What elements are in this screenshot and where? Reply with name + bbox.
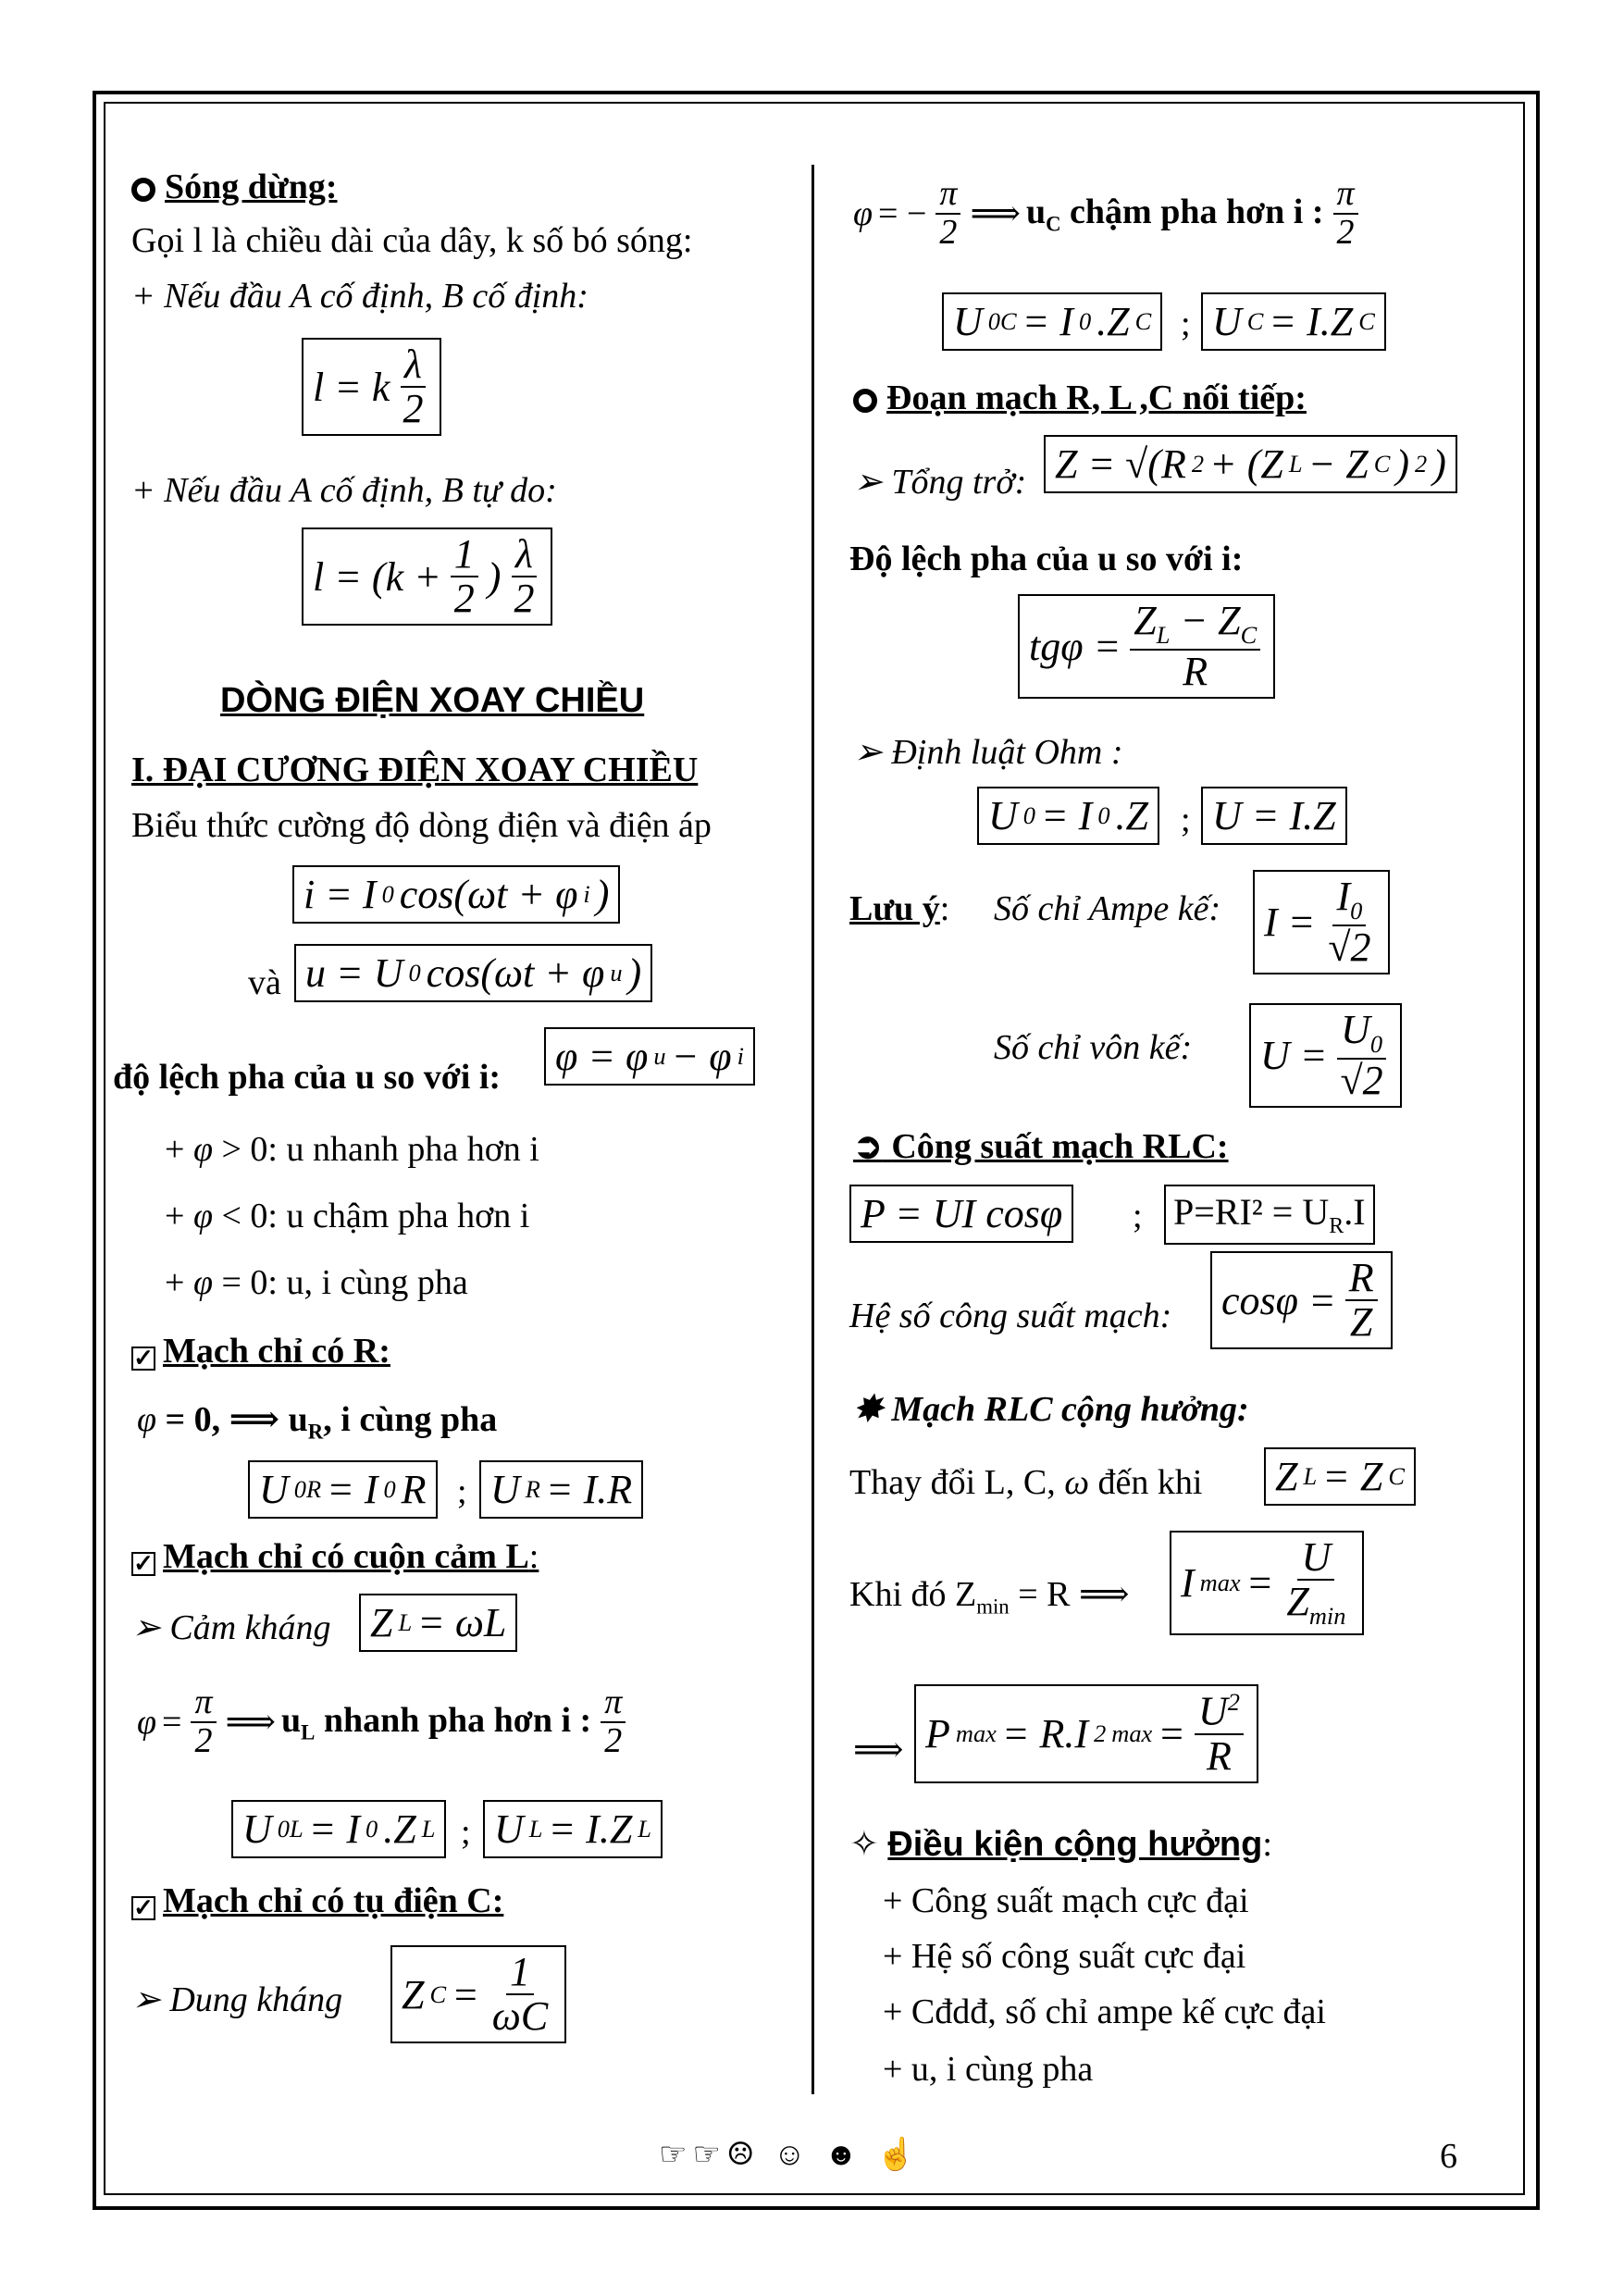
footer-icons: ☞☞☹ ☺ ☻ ☝ [659, 2138, 922, 2172]
resonance-heading: ✸ Mạch RLC cộng hưởng: [853, 1390, 1249, 1429]
r-only-phase: φ = 0, ⟹ $u_R$, i cùng pha [137, 1400, 498, 1444]
phase-diff-label: Độ lệch pha của u so với i: [849, 540, 1244, 578]
inductive-reactance-label: ➢ Cảm kháng [131, 1608, 331, 1647]
column-divider [812, 165, 814, 2094]
condition-item: + u, i cùng pha [883, 2050, 1094, 2089]
voltmeter-label: Số chỉ vôn kế: [994, 1028, 1193, 1067]
standing-wave-heading: Sóng dừng: [131, 167, 338, 207]
separator: ; [461, 1813, 471, 1852]
formula-zl: Z L = ωL [359, 1594, 517, 1652]
formula-l-fixed-free: l = (k + $\frac{1}{2}$ ) $\frac{\lambda}{2}$ [302, 527, 552, 626]
impedance-label: ➢ Tổng trở: [853, 463, 1027, 502]
checkbox-icon: ✓ [131, 1347, 155, 1371]
c-only-heading: ✓ Mạch chỉ có tụ điện C: [131, 1880, 503, 1921]
phase-zero: + φ = 0: u, i cùng pha [165, 1263, 468, 1302]
arrow-bullet-icon: ➢ [131, 1608, 161, 1647]
section1-title: I. ĐẠI CƯƠNG ĐIỆN XOAY CHIỀU [131, 751, 699, 789]
formula-ur: U R = I.R [479, 1460, 643, 1519]
checkbox-icon: ✓ [131, 1552, 155, 1576]
circle-bullet-icon [131, 178, 155, 202]
and-word: và [248, 963, 281, 1002]
formula-l-fixed-fixed: l = k $\frac{\lambda}{2}$ [302, 338, 441, 436]
l-only-heading: ✓ Mạch chỉ có cuộn cảm L: [131, 1536, 539, 1577]
l-phase-line: φ = $\frac{\pi}{2}$ ⟹ $u_L$ nhanh pha hơn i : $\frac{\pi}{2}$ [137, 1684, 629, 1760]
formula-u0r: U 0R = I 0 R [248, 1460, 438, 1519]
c-phase-line: φ = − $\frac{\pi}{2}$ ⟹ $u_C$ chậm pha hơn i : $\frac{\pi}{2}$ [853, 176, 1362, 252]
case-fixed-fixed: + Nếu đầu A cố định, B cố định: [131, 277, 588, 316]
condition-item: + Hệ số công suất cực đại [883, 1937, 1246, 1976]
ammeter-label: Số chỉ Ampe kế: [994, 889, 1221, 928]
formula-voltage: u = U 0 cos(ωt + φ u ) [294, 944, 652, 1002]
formula-u0l: U 0L = I 0 .Z L [231, 1800, 446, 1858]
arrow-bullet-icon: ➢ [853, 733, 883, 772]
condition-item: + Công suất mạch cực đại [883, 1881, 1249, 1920]
separator: ; [1181, 800, 1191, 839]
implies-symbol: ⟹ [853, 1731, 904, 1769]
star-icon: ✸ [853, 1390, 883, 1429]
separator: ; [1133, 1197, 1143, 1235]
formula-uc: U C = I.Z C [1201, 292, 1386, 351]
separator: ; [1181, 304, 1191, 343]
formula-voltmeter: U = $\frac{U_0}{√2}$ [1249, 1003, 1402, 1108]
formula-tg-phi: tgφ = $\frac{Z_L - Z_C}{R}$ [1018, 594, 1275, 699]
ac-title: DÒNG ĐIỆN XOAY CHIỀU [220, 681, 645, 720]
note-line: Lưu ý: [849, 889, 950, 928]
case-fixed-free: + Nếu đầu A cố định, B tự do: [131, 471, 557, 510]
formula-u0c: U 0C = I 0 .Z C [942, 292, 1162, 351]
checkbox-icon: ✓ [131, 1896, 155, 1920]
phase-positive: + φ > 0: u nhanh pha hơn i [165, 1130, 539, 1169]
sparkle-icon: ✧ [849, 1825, 879, 1864]
phase-negative: + φ < 0: u chậm pha hơn i [165, 1197, 530, 1235]
arrow-right-icon: ➲ [853, 1127, 883, 1166]
formula-power: P = UI cosφ [849, 1185, 1073, 1243]
change-until-line: Thay đổi L, C, ω đến khi [849, 1463, 1203, 1502]
formula-u: U = I.Z [1201, 787, 1347, 845]
circle-bullet-icon [853, 389, 877, 413]
formula-pmax: P max = R.I 2 max = $\frac{U^2}{R}$ [914, 1684, 1258, 1783]
phase-diff-label: độ lệch pha của u so với i: [113, 1058, 502, 1097]
formula-power-alt: $P=RI^2 = U_R.I$ [1164, 1185, 1375, 1245]
expression-intro: Biểu thức cường độ dòng điện và điện áp [131, 806, 712, 845]
formula-imax: I max = $\frac{U}{Z_{min}}$ [1170, 1531, 1364, 1635]
formula-current: i = I 0 cos(ωt + φ i ) [292, 865, 620, 924]
formula-ammeter: I = $\frac{I_0}{√2}$ [1253, 870, 1390, 974]
arrow-bullet-icon: ➢ [131, 1980, 161, 2019]
formula-zl-eq-zc: Z L = Z C [1264, 1447, 1416, 1506]
rlc-heading: Đoạn mạch R, L ,C nối tiếp: [853, 378, 1307, 418]
capacitive-reactance-label: ➢ Dung kháng [131, 1980, 343, 2019]
arrow-bullet-icon: ➢ [853, 463, 883, 502]
resonance-conditions-heading: ✧ Điều kiện cộng hưởng: [849, 1825, 1272, 1864]
formula-u0: U 0 = I 0 .Z [977, 787, 1159, 845]
formula-impedance: Z = √(R 2 + (Z L − Z C ) 2 ) [1044, 435, 1457, 493]
condition-item: + Cđdđ, số chỉ ampe kế cực đại [883, 1992, 1326, 2031]
formula-ul: U L = I.Z L [483, 1800, 663, 1858]
when-zmin-line: Khi đó $Z_{min} = R$ ⟹ [849, 1575, 1130, 1619]
power-factor-label: Hệ số công suất mạch: [849, 1297, 1172, 1335]
page-number: 6 [1440, 2137, 1457, 2176]
standing-wave-intro: Gọi l là chiều dài của dây, k số bó sóng: [131, 221, 693, 260]
separator: ; [457, 1472, 467, 1511]
formula-zc: Z C = $\frac{1}{\omega C}$ [390, 1945, 566, 2043]
ohm-law-label: ➢ Định luật Ohm : [853, 733, 1123, 772]
r-only-heading: ✓ Mạch chỉ có R: [131, 1331, 390, 1371]
power-heading: ➲ Công suất mạch RLC: [853, 1127, 1229, 1166]
formula-power-factor: cosφ = $\frac{R}{Z}$ [1210, 1251, 1393, 1349]
formula-phase-diff: φ = φ u − φ i [544, 1027, 755, 1086]
